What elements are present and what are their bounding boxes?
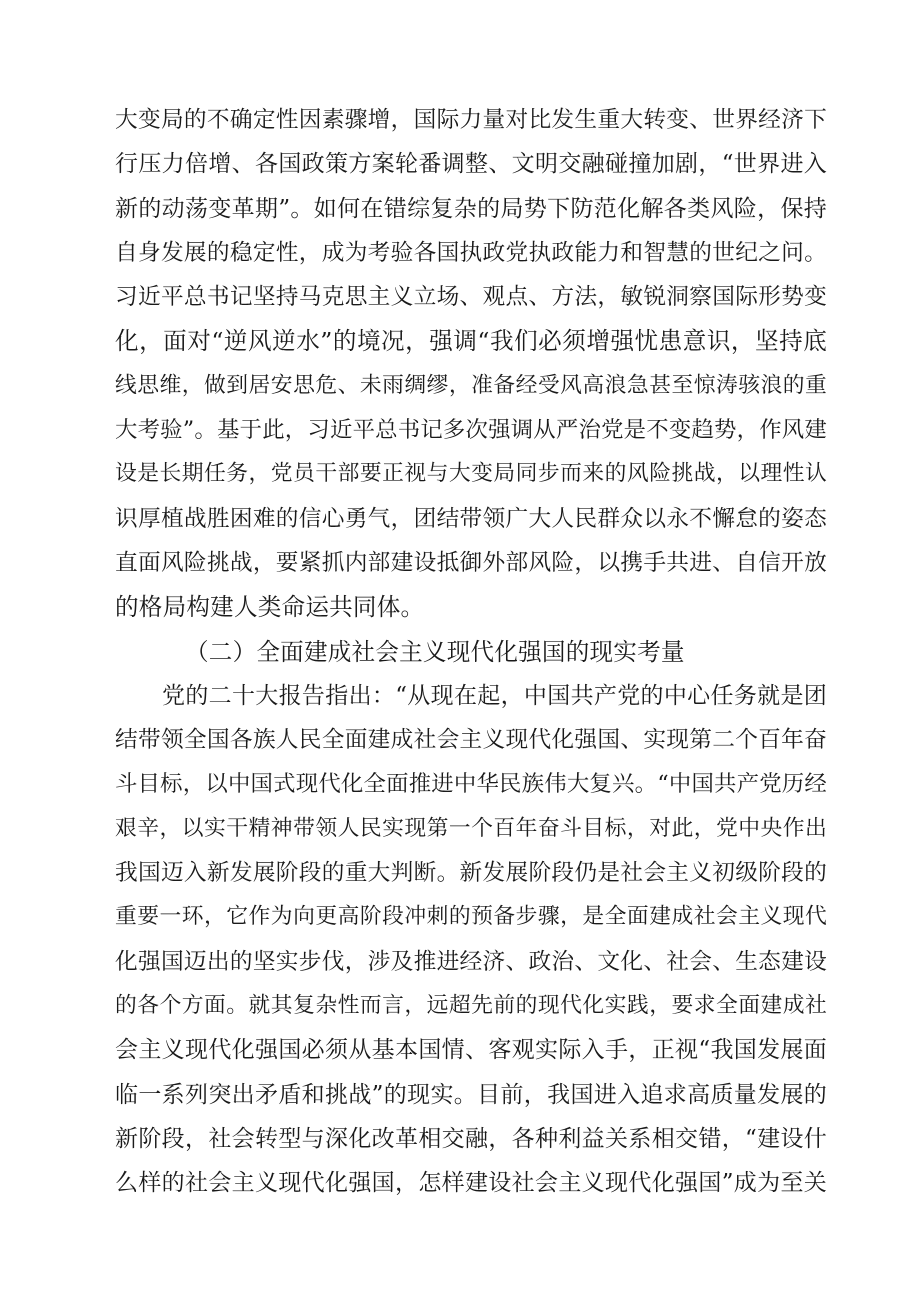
text-line: 化，面对“逆风逆水”的境况，强调“我们必须增强忧患意识，坚持底 [115, 327, 827, 356]
text-line: 习近平总书记坚持马克思主义立场、观点、方法，敏锐洞察国际形势变 [115, 284, 827, 311]
text-line: 行压力倍增、各国政策方案轮番调整、文明交融碰撞加剧，“世界进入 [115, 151, 827, 178]
text-line: 临一系列突出矛盾和挑战”的现实。目前，我国进入追求高质量发展的 [115, 1081, 827, 1108]
text-line: 识厚植战胜困难的信心勇气，团结带领广大人民群众以永不懈怠的姿态 [115, 505, 827, 532]
text-line: 新阶段，社会转型与深化改革相交融，各种利益关系相交错，“建设什 [115, 1125, 827, 1152]
text-line: 化强国迈出的坚实步伐，涉及推进经济、政治、文化、社会、生态建设 [115, 948, 827, 975]
text-line: 新的动荡变革期”。如何在错综复杂的局势下防范化解各类风险，保持 [115, 195, 827, 222]
text-line: 大变局的不确定性因素骤增，国际力量对比发生重大转变、世界经济下 [115, 107, 827, 133]
text-line-paragraph-end: 的格局构建人类命运共同体。 [115, 593, 425, 622]
text-line: 大考验”。基于此，习近平总书记多次强调从严治党是不变趋势，作风建 [115, 417, 827, 444]
text-line: 设是长期任务，党员干部要正视与大变局同步而来的风险挑战，以理性认 [115, 461, 827, 487]
text-line: 结带领全国各族人民全面建成社会主义现代化强国、实现第二个百年奋 [115, 727, 827, 754]
text-line: 自身发展的稳定性，成为考验各国执政党执政能力和智慧的世纪之问。 [115, 239, 827, 266]
text-line: 线思维，做到居安思危、未雨绸缪，准备经受风高浪急甚至惊涛骇浪的重 [115, 372, 827, 398]
text-line: 么样的社会主义现代化强国，怎样建设社会主义现代化强国”成为至关 [115, 1170, 827, 1197]
text-line: 直面风险挑战，要紧抓内部建设抵御外部风险，以携手共进、自信开放 [115, 549, 827, 576]
text-line: 艰辛，以实干精神带领人民实现第一个百年奋斗目标，对此，党中央作出 [115, 815, 827, 841]
text-line: 我国迈入新发展阶段的重大判断。新发展阶段仍是社会主义初级阶段的 [115, 860, 827, 887]
text-line: 的各个方面。就其复杂性而言，远超先前的现代化实践，要求全面建成社 [115, 992, 827, 1018]
document-body [115, 98, 827, 1205]
text-line-paragraph-start: 党的二十大报告指出：“从现在起，中国共产党的中心任务就是团 [162, 682, 827, 709]
text-line: 重要一环，它作为向更高阶段冲刺的预备步骤，是全面建成社会主义现代 [115, 904, 827, 930]
text-line: 斗目标，以中国式现代化全面推进中华民族伟大复兴。“中国共产党历经 [115, 771, 827, 798]
section-heading: （二）全面建成社会主义现代化强国的现实考量 [185, 637, 685, 666]
text-line: 会主义现代化强国必须从基本国情、客观实际入手，正视“我国发展面 [115, 1037, 827, 1064]
